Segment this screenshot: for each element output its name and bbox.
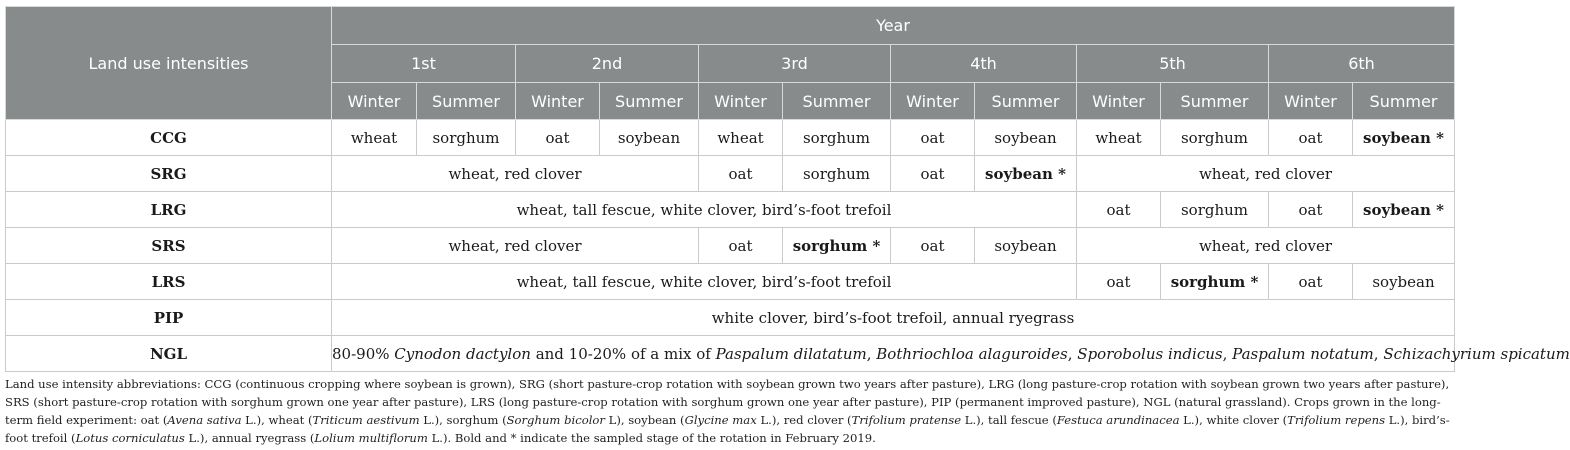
table-cell: soybean [1353,264,1455,300]
header-year: Year [332,7,1455,45]
table-cell: wheat, red clover [1077,156,1455,192]
table-row-pip [6,300,1455,336]
header-season: Winter [1269,83,1353,120]
table-cell: oat [699,228,783,264]
table-row-srs [6,228,1455,264]
table-cell-sampled: soybean * [975,156,1077,192]
ngl-text: and 10-20% of a mix of [535,344,711,363]
table-cell: oat [1269,192,1353,228]
species-name: Trifolium pratense [851,413,962,427]
table-cell: wheat, red clover [1077,228,1455,264]
species-name: Paspalum notatum [1232,344,1374,363]
footnote-text: Land use intensity abbreviations: CCG (continuous cropping where soybean is grown), SRG (short pasture-crop rotation with soybean grown two years after pasture), LRG (long pasture-crop rotation with soybean grown two years after pasture), SRS (short pasture-crop rotation with sorghum grown one year after pasture), LRS (long pasture-crop rotation with sorghum grown one year after pasture), PIP (permanent improved pasture), NGL (natural grassland). Crops grown in the long-term field experiment: oat ( [5,377,1450,427]
table-cell: oat [699,156,783,192]
header-land-use: Land use intensities [6,7,332,120]
header-season: Winter [516,83,600,120]
ngl-separator: , [866,344,872,363]
species-name: Paspalum dilatatum [715,344,867,363]
table-cell: oat [1269,264,1353,300]
row-label: CCG [6,120,332,156]
table-row-lrs [6,264,1455,300]
table-cell: oat [516,120,600,156]
footnote-text: L.), wheat ( [241,413,313,427]
header-year-3: 3rd [699,45,891,83]
table-cell: oat [1269,120,1353,156]
footnote-text: L.), sorghum ( [419,413,507,427]
header-year-5: 5th [1077,45,1269,83]
table-cell: oat [1077,264,1161,300]
species-name: Trifolium repens [1287,413,1386,427]
table-cell-sampled: soybean * [1353,120,1455,156]
table-cell: wheat [332,120,417,156]
table-cell: oat [1077,192,1161,228]
species-name: Festuca arundinacea [1056,413,1180,427]
table-cell: sorghum [417,120,516,156]
table-cell: wheat [699,120,783,156]
header-season: Summer [975,83,1077,120]
table-cell [332,336,1570,372]
header-year-4: 4th [891,45,1077,83]
header-year-6: 6th [1269,45,1455,83]
ngl-separator: , [1373,344,1379,363]
species-name: Lotus corniculatus [75,431,185,445]
row-label: PIP [6,300,332,336]
header-season: Winter [332,83,417,120]
table-row-lrg [6,192,1455,228]
header-season: Winter [891,83,975,120]
footnote-text: L), soybean ( [604,413,685,427]
table-cell-sampled: soybean * [1353,192,1455,228]
footnote-text: L.), annual ryegrass ( [184,431,315,445]
species-name: Schizachyrium spicatum [1383,344,1570,363]
table-cell: oat [891,120,975,156]
header-season: Summer [1353,83,1455,120]
species-name: Lolium multiflorum [314,431,428,445]
table-cell: soybean [975,228,1077,264]
header-season: Summer [600,83,699,120]
species-name: Cynodon dactylon [394,344,531,363]
table-cell: soybean [975,120,1077,156]
header-row-year [6,7,1455,45]
footnote-text: L.), red clover ( [756,413,852,427]
header-season: Summer [783,83,891,120]
footnote-text: L.). Bold and * indicate the sampled stage of the rotation in February 2019. [427,431,876,445]
table-row-ngl [6,336,1455,372]
header-season: Summer [1161,83,1269,120]
table-cell: wheat, red clover [332,156,699,192]
species-name: Avena sativa [167,413,242,427]
table-row-srg [6,156,1455,192]
land-use-table [5,6,1570,372]
ngl-separator: , [1222,344,1228,363]
table-cell: wheat [1077,120,1161,156]
row-label: LRG [6,192,332,228]
table-cell-sampled: sorghum * [783,228,891,264]
row-label: SRG [6,156,332,192]
table-cell-sampled: sorghum * [1161,264,1269,300]
footnote-text: L.), tall fescue ( [961,413,1057,427]
table-cell: wheat, tall fescue, white clover, bird’s-foot trefoil [332,192,1077,228]
table-cell: oat [891,228,975,264]
ngl-text: 80-90% [332,344,390,363]
table-cell: oat [891,156,975,192]
table-container [5,6,1570,372]
table-cell: sorghum [783,156,891,192]
row-label: LRS [6,264,332,300]
table-row-ccg [6,120,1455,156]
species-name: Triticum aestivum [312,413,420,427]
species-name: Sorghum bicolor [506,413,605,427]
species-name: Bothriochloa alaguroides [876,344,1068,363]
table-cell: white clover, bird’s-foot trefoil, annual ryegrass [332,300,1455,336]
table-cell: sorghum [1161,192,1269,228]
header-year-2: 2nd [516,45,699,83]
row-label: SRS [6,228,332,264]
header-season: Winter [1077,83,1161,120]
row-label: NGL [6,336,332,372]
footnote-text: L.), bird’s-foot trefoil ( [5,413,1450,445]
table-cell: soybean [600,120,699,156]
header-season: Summer [417,83,516,120]
species-name: Sporobolus indicus [1077,344,1223,363]
table-footnote [5,375,1457,447]
table-cell: sorghum [783,120,891,156]
header-year-1: 1st [332,45,516,83]
species-name: Glycine max [684,413,757,427]
table-cell: wheat, red clover [332,228,699,264]
table-cell: sorghum [1161,120,1269,156]
header-season: Winter [699,83,783,120]
table-cell: wheat, tall fescue, white clover, bird’s-foot trefoil [332,264,1077,300]
footnote-text: L.), white clover ( [1179,413,1288,427]
ngl-separator: , [1067,344,1073,363]
